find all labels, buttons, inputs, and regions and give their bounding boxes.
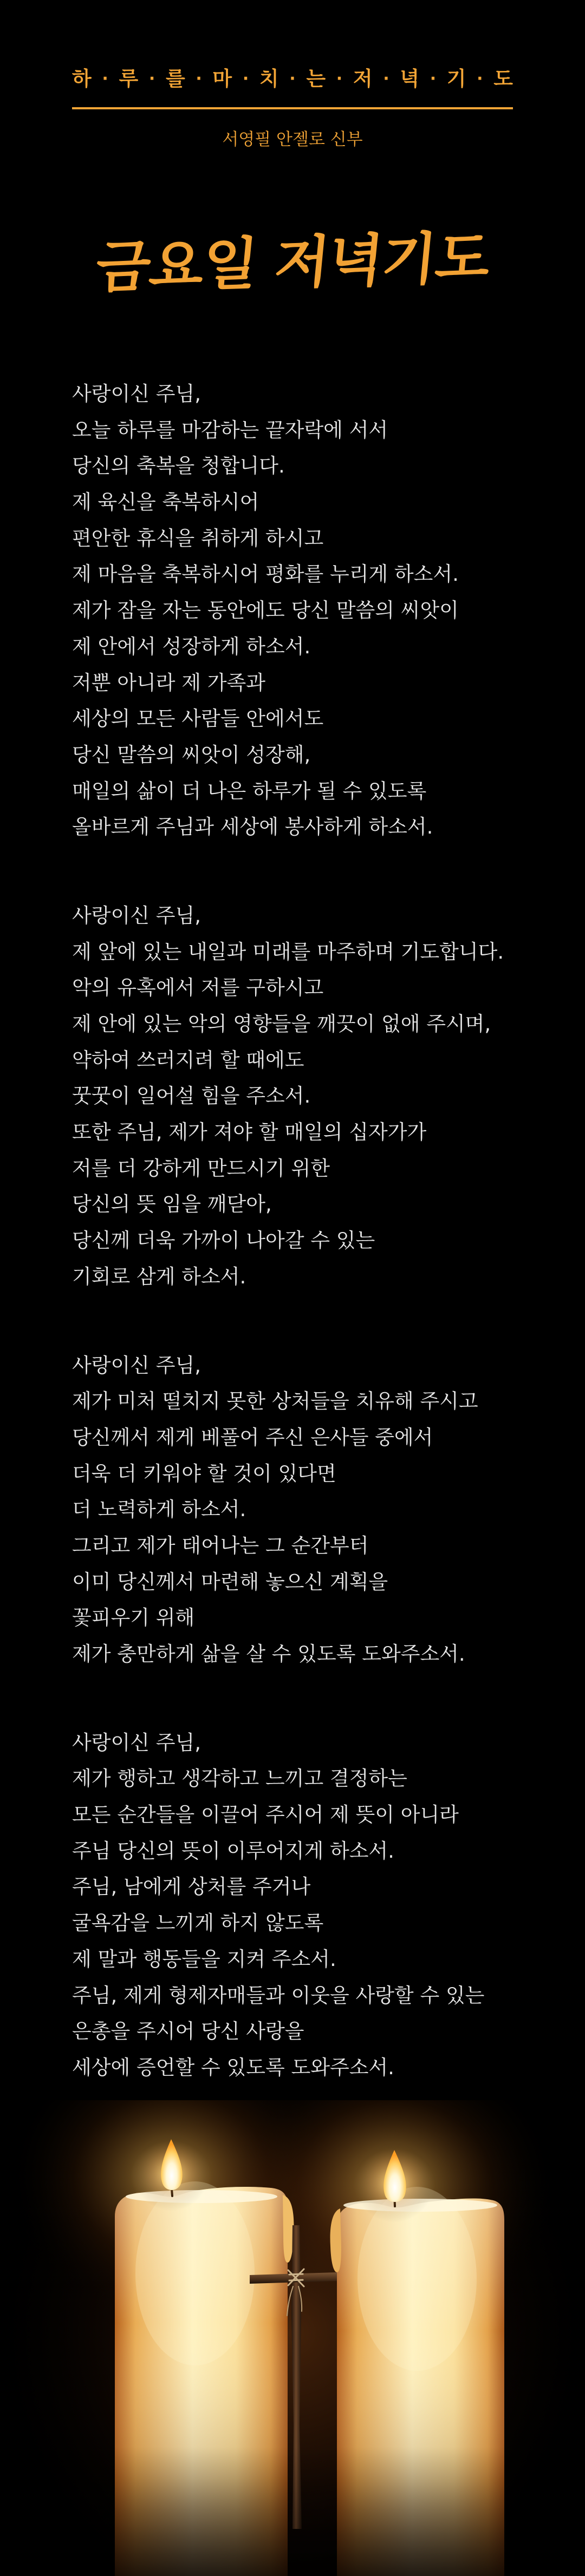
prayer-line: 오늘 하루를 마감하는 끝자락에 서서 [72, 418, 388, 442]
prayer-line: 그리고 제가 태어나는 그 순간부터 [72, 1533, 369, 1557]
prayer-line: 꿋꿋이 일어설 힘을 주소서. [72, 1084, 311, 1108]
author-name: 서영필 안젤로 신부 [222, 130, 363, 149]
prayer-paragraph [72, 376, 576, 845]
prayer-line: 당신의 뜻 임을 깨닫아, [72, 1192, 272, 1216]
prayer-paragraph [72, 1348, 576, 1673]
separator-dot: · [196, 69, 202, 88]
separator-dot: · [289, 69, 296, 88]
series-letter: 를 [165, 67, 185, 90]
prayer-line: 제 마음을 축복하시어 평화를 누리게 하소서. [72, 562, 459, 586]
prayer-line: 당신의 축복을 청합니다. [72, 454, 285, 478]
prayer-line: 굴욕감을 느끼게 하지 않도록 [72, 1911, 324, 1935]
bottom-shadow [0, 2447, 585, 2576]
separator-dot: · [336, 69, 343, 88]
prayer-line: 편안한 휴식을 취하게 하시고 [72, 526, 324, 550]
prayer-line: 이미 당신께서 마련해 놓으신 계획을 [72, 1570, 388, 1594]
prayer-line: 주님, 남에게 상처를 주거나 [72, 1875, 311, 1899]
separator-dot: · [148, 69, 155, 88]
prayer-line: 사랑이신 주님, [72, 382, 201, 405]
separator-dot: · [430, 69, 437, 88]
prayer-line: 제 앞에 있는 내일과 미래를 마주하며 기도합니다. [72, 940, 504, 963]
series-letter: 하 [72, 67, 92, 90]
prayer-line: 제 육신을 축복하시어 [72, 490, 259, 514]
series-letter: 기 [446, 67, 466, 90]
prayer-line: 제가 미처 떨치지 못한 상처들을 치유해 주시고 [72, 1389, 478, 1413]
prayer-line: 저를 더 강하게 만드시기 위한 [72, 1156, 330, 1180]
separator-dot: · [383, 69, 389, 88]
series-letter: 는 [306, 67, 326, 90]
prayer-line: 사랑이신 주님, [72, 903, 201, 927]
prayer-line: 모든 순간들을 이끌어 주시어 제 뜻이 아니라 [72, 1803, 459, 1827]
series-letter: 녁 [400, 67, 420, 90]
prayer-line: 제가 충만하게 삶을 살 수 있도록 도와주소서. [72, 1642, 465, 1666]
prayer-line: 당신 말씀의 씨앗이 성장해, [72, 743, 311, 766]
prayer-paragraph [72, 1725, 576, 2086]
prayer-text [72, 376, 576, 2139]
prayer-line: 기회로 삼게 하소서. [72, 1264, 246, 1288]
header-divider [72, 107, 513, 109]
prayer-line: 저뿐 아니라 제 가족과 [72, 671, 265, 694]
prayer-line: 사랑이신 주님, [72, 1353, 201, 1377]
prayer-line: 당신께 더욱 가까이 나아갈 수 있는 [72, 1229, 375, 1253]
prayer-line: 당신께서 제게 베풀어 주신 은사들 중에서 [72, 1425, 433, 1449]
prayer-line: 제가 행하고 생각하고 느끼고 결정하는 [72, 1767, 407, 1791]
candle-illustration [0, 2100, 585, 2576]
prayer-line: 세상에 증언할 수 있도록 도와주소서. [72, 2055, 394, 2079]
prayer-line: 더욱 더 키워야 할 것이 있다면 [72, 1461, 336, 1485]
prayer-line: 약하여 쓰러지려 할 때에도 [72, 1048, 304, 1072]
prayer-line: 사랑이신 주님, [72, 1731, 201, 1754]
series-letter: 저 [353, 67, 373, 90]
series-letter: 루 [119, 67, 139, 90]
separator-dot: · [102, 69, 108, 88]
separator-dot: · [477, 69, 483, 88]
prayer-line: 제 말과 행동들을 지켜 주소서. [72, 1947, 336, 1971]
prayer-line: 제 안에서 성장하게 하소서. [72, 634, 311, 658]
prayer-line: 더 노력하게 하소서. [72, 1498, 246, 1522]
prayer-line: 또한 주님, 제가 져야 할 매일의 십자가가 [72, 1120, 427, 1144]
series-letter: 도 [493, 67, 513, 90]
prayer-paragraph [72, 898, 576, 1295]
prayer-line: 매일의 삶이 더 나은 하루가 될 수 있도록 [72, 779, 427, 803]
series-letter: 치 [259, 67, 279, 90]
prayer-line: 주님 당신의 뜻이 이루어지게 하소서. [72, 1839, 394, 1863]
prayer-line: 제가 잠을 자는 동안에도 당신 말씀의 씨앗이 [72, 599, 459, 622]
prayer-line: 올바르게 주님과 세상에 봉사하게 하소서. [72, 815, 433, 839]
separator-dot: · [242, 69, 249, 88]
page-title: 금요일 저녁기도 [93, 224, 492, 301]
prayer-line: 제 안에 있는 악의 영향들을 깨끗이 없애 주시며, [72, 1012, 491, 1035]
prayer-line: 꽃피우기 위해 [72, 1606, 195, 1630]
prayer-line: 악의 유혹에서 저를 구하시고 [72, 976, 324, 1000]
prayer-line: 세상의 모든 사람들 안에서도 [72, 707, 324, 731]
candle-left-inner-glow [135, 2181, 255, 2365]
prayer-line: 주님, 제게 형제자매들과 이웃을 사랑할 수 있는 [72, 1983, 485, 2007]
series-letter: 마 [212, 67, 232, 90]
prayer-line: 은총을 주시어 당신 사랑을 [72, 2020, 304, 2043]
series-title [72, 67, 513, 91]
